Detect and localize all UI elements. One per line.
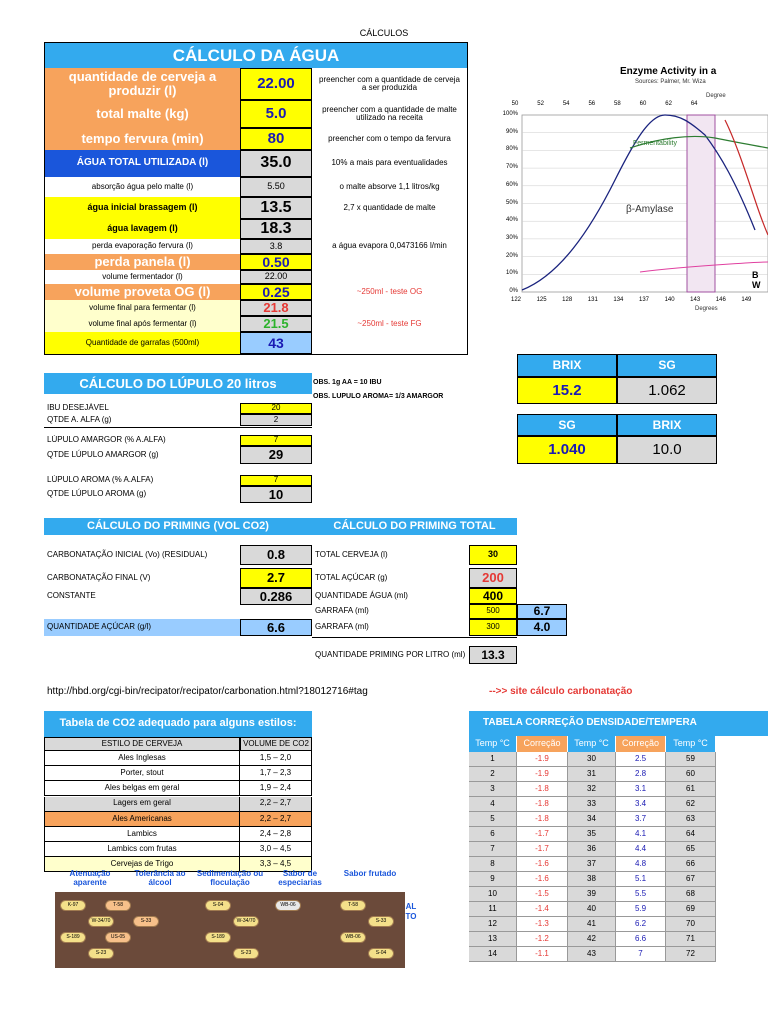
priming-value-garrafa-500[interactable]: 500 — [469, 604, 517, 619]
enzyme-bottom-tick-label: 149 — [741, 297, 752, 303]
beta-amylase-label: β-Amylase — [626, 204, 674, 215]
priming-value-por-litro: 13.3 — [469, 646, 517, 664]
agua-note-final-antes — [312, 300, 467, 316]
yeast-strain-pill: S-23 — [233, 948, 259, 959]
agua-label-garrafas: Quantidade de garrafas (500ml) — [45, 332, 240, 354]
correcao-cell: 6 — [469, 827, 517, 842]
enzyme-bottom-tick-label: 125 — [536, 297, 547, 303]
correcao-cell: 7 — [469, 842, 517, 857]
agua-label-malte: total malte (kg) — [45, 100, 240, 128]
enzyme-y-tick-label: 40% — [505, 217, 518, 224]
agua-label-brassagem: água inicial brassagem (l) — [45, 197, 240, 219]
sg-input-2[interactable]: 1.040 — [517, 436, 617, 464]
co2-volume-cell: 2,2 – 2,7 — [240, 812, 312, 827]
yeast-strain-pill: K-97 — [60, 900, 86, 911]
enzyme-top-tick-label: 54 — [562, 101, 570, 107]
correcao-cell: -1.9 — [517, 767, 568, 782]
yeast-strain-pill: T-58 — [105, 900, 131, 911]
agua-note-malte: preencher com a quantidade de malte utilizado na receita — [322, 104, 457, 122]
priming-extra-garrafa-300: 4.0 — [517, 619, 567, 636]
enzyme-y-tick-label: 80% — [505, 146, 518, 153]
lupulo-title: CÁLCULO DO LÚPULO 20 litros — [44, 373, 312, 394]
agua-value-final-apos: 21.5 — [240, 316, 312, 332]
correcao-header: Temp °C — [666, 736, 716, 752]
yeast-strain-pill: T-58 — [340, 900, 366, 911]
agua-value-lavagem: 18.3 — [240, 219, 312, 239]
agua-note-panela — [312, 254, 467, 270]
lupulo-obs-1: OBS. 1g AA = 10 IBU — [313, 379, 382, 386]
enzyme-bottom-tick-label: 140 — [664, 297, 675, 303]
lupulo-value-alfa: 2 — [240, 414, 312, 426]
agua-value-final-antes: 21.8 — [240, 300, 312, 316]
enzyme-top-tick-label: 50 — [511, 101, 519, 107]
agua-label-total: ÁGUA TOTAL UTILIZADA (l) — [45, 150, 240, 177]
lupulo-label-aroma-pct: LÚPULO AROMA (% A.ALFA) — [47, 475, 154, 485]
correcao-title: TABELA CORREÇÃO DENSIDADE/TEMPERA — [469, 711, 768, 736]
enzyme-y-tick-label: 10% — [505, 270, 518, 277]
correcao-cell: -1.8 — [517, 782, 568, 797]
correcao-cell: 13 — [469, 932, 517, 947]
priming-label-total-acucar: TOTAL AÇÚCAR (g) — [315, 572, 388, 582]
correcao-cell: 32 — [568, 782, 616, 797]
agua-label-proveta: volume proveta OG (l) — [45, 284, 240, 300]
page-title: CÁLCULOS — [359, 28, 409, 38]
correcao-cell: 61 — [666, 782, 716, 797]
enzyme-chart-bottom-axis-label: Degrees — [695, 306, 718, 312]
correcao-header: Temp °C — [568, 736, 616, 752]
correcao-cell: 41 — [568, 917, 616, 932]
yeast-strain-pill: US-05 — [105, 932, 131, 943]
agua-value-malte[interactable]: 5.0 — [240, 100, 312, 128]
enzyme-top-tick-label: 60 — [639, 101, 647, 107]
yeast-strain-pill: WB-06 — [340, 932, 366, 943]
enzyme-bottom-tick-label: 134 — [613, 297, 624, 303]
yeast-header: Atenuação aparente — [69, 869, 111, 887]
sg-header-2: SG — [517, 414, 617, 436]
enzyme-chart-sources: Sources: Palmer, Mr. Wiza — [635, 79, 706, 85]
enzyme-top-tick-label: 52 — [537, 101, 544, 107]
co2-volume-cell: 2,4 – 2,8 — [240, 827, 312, 842]
correcao-cell: 9 — [469, 872, 517, 887]
enzyme-top-tick-label: 58 — [614, 101, 621, 107]
lupulo-value-aroma-qtde: 10 — [240, 486, 312, 503]
yeast-header: Sedimentação ou floculação — [196, 869, 264, 887]
agua-label-lavagem: água lavagem (l) — [45, 219, 240, 239]
co2-header-volume: VOLUME DE CO2 — [240, 737, 312, 751]
lupulo-value-ibu[interactable]: 20 — [240, 403, 312, 414]
correcao-cell: -1.2 — [517, 932, 568, 947]
priming-value-total-acucar: 200 — [469, 568, 517, 588]
carbonation-url[interactable]: http://hbd.org/cgi-bin/recipator/recipator/carbonation.html?18012716#tag — [47, 686, 368, 697]
co2-style-cell: Ales Inglesas — [44, 751, 240, 766]
correcao-cell: 71 — [666, 932, 716, 947]
correcao-cell: 3.4 — [616, 797, 666, 812]
yeast-strain-pill: S-189 — [205, 932, 231, 943]
brix-header-2: BRIX — [617, 414, 717, 436]
correcao-cell: 69 — [666, 902, 716, 917]
yeast-strain-pill: S-04 — [368, 948, 394, 959]
correcao-cell: 4.4 — [616, 842, 666, 857]
correcao-cell: 2.8 — [616, 767, 666, 782]
enzyme-bottom-tick-label: 137 — [638, 297, 649, 303]
priming-value-constante: 0.286 — [240, 588, 312, 605]
enzyme-y-tick-label: 100% — [502, 111, 518, 117]
lupulo-label-alfa: QTDE A. ALFA (g) — [47, 414, 112, 424]
enzyme-top-tick-label: 56 — [588, 101, 596, 107]
agua-label-final-antes: volume final para fermentar (l) — [45, 300, 240, 316]
co2-style-cell: Ales Americanas — [44, 812, 240, 827]
lupulo-label-amargor-pct: LÚPULO AMARGOR (% A.ALFA) — [47, 435, 166, 445]
agua-value-absorcao: 5.50 — [240, 177, 312, 197]
yeast-header: Sabor de especiarias — [278, 869, 322, 887]
correcao-cell: -1.8 — [517, 797, 568, 812]
agua-note-total: 10% a mais para eventualidades — [331, 158, 448, 168]
correcao-cell: -1.7 — [517, 842, 568, 857]
correcao-cell: 3 — [469, 782, 517, 797]
yeast-strain-pill: S-04 — [205, 900, 231, 911]
agua-note-absorcao: o malte absorve 1,1 litros/kg — [339, 181, 440, 191]
enzyme-y-tick-label: 70% — [505, 164, 518, 171]
priming-value-final[interactable]: 2.7 — [240, 568, 312, 588]
agua-label-final-apos: volume final após fermentar (l) — [45, 316, 240, 332]
correcao-cell: 5 — [469, 812, 517, 827]
correcao-cell: 4 — [469, 797, 517, 812]
priming-extra-garrafa-500: 6.7 — [517, 604, 567, 619]
enzyme-chart-plot — [490, 60, 768, 320]
lupulo-label-amargor-qtde: QTDE LÚPULO AMARGOR (g) — [47, 449, 159, 459]
correcao-cell: 14 — [469, 947, 517, 962]
correcao-cell: 34 — [568, 812, 616, 827]
correcao-cell: 37 — [568, 857, 616, 872]
correcao-cell: 39 — [568, 887, 616, 902]
correcao-cell: 6.6 — [616, 932, 666, 947]
correcao-cell: 63 — [666, 812, 716, 827]
agua-note-garrafas — [312, 332, 467, 354]
agua-value-total: 35.0 — [240, 150, 312, 177]
enzyme-cut-label-w: W — [752, 280, 761, 290]
correcao-cell: 3.7 — [616, 812, 666, 827]
enzyme-chart — [490, 60, 768, 320]
enzyme-bottom-tick-label: 131 — [587, 297, 598, 303]
enzyme-y-tick-label: 60% — [505, 181, 518, 188]
correcao-cell: -1.8 — [517, 812, 568, 827]
co2-title: Tabela de CO2 adequado para alguns estilos: — [44, 711, 312, 737]
agua-value-fervura[interactable]: 80 — [240, 128, 312, 150]
co2-header-style: ESTILO DE CERVEJA — [44, 737, 240, 751]
yeast-strain-pill: WB-06 — [275, 900, 301, 911]
correcao-cell: 5.9 — [616, 902, 666, 917]
agua-label-fermentador: volume fermentador (l) — [102, 271, 183, 281]
agua-value-panela[interactable]: 0.50 — [240, 254, 312, 270]
priming-value-inicial: 0.8 — [240, 545, 312, 565]
lupulo-value-aroma-pct[interactable]: 7 — [240, 475, 312, 486]
correcao-cell: 5.1 — [616, 872, 666, 887]
yeast-strain-pill: S-189 — [60, 932, 86, 943]
yeast-strain-pill: S-33 — [368, 916, 394, 927]
co2-style-cell: Lambics — [44, 827, 240, 842]
fermentability-label: Fermentability — [633, 140, 677, 147]
correcao-cell: 4.8 — [616, 857, 666, 872]
correcao-cell: -1.1 — [517, 947, 568, 962]
correcao-cell: 1 — [469, 752, 517, 767]
priming-value-agua[interactable]: 400 — [469, 588, 517, 604]
correcao-cell: 3.1 — [616, 782, 666, 797]
enzyme-y-tick-label: 50% — [505, 199, 518, 206]
enzyme-top-tick-label: 64 — [690, 101, 698, 107]
agua-note-evaporacao: a água evapora 0,0473166 l/min — [332, 241, 447, 251]
enzyme-y-tick-label: 20% — [505, 252, 518, 259]
yeast-strain-pill: W-34/70 — [88, 916, 114, 927]
priming-vol-title: CÁLCULO DO PRIMING (VOL CO2) — [44, 518, 312, 535]
correcao-cell: -1.9 — [517, 752, 568, 767]
priming-label-constante: CONSTANTE — [47, 591, 96, 601]
brix-header-1: BRIX — [517, 354, 617, 377]
correcao-cell: -1.4 — [517, 902, 568, 917]
sg-output-1: 1.062 — [617, 377, 717, 404]
correcao-cell: 62 — [666, 797, 716, 812]
priming-label-garrafa-500: GARRAFA (ml) — [315, 606, 369, 616]
agua-note-lavagem — [312, 219, 467, 239]
co2-style-cell: Cervejas de Trigo — [44, 857, 240, 872]
correcao-cell: 4.1 — [616, 827, 666, 842]
priming-label-por-litro: QUANTIDADE PRIMING POR LITRO (ml) — [315, 649, 466, 659]
correcao-cell: 36 — [568, 842, 616, 857]
correcao-cell: 8 — [469, 857, 517, 872]
co2-volume-cell: 1,7 – 2,3 — [240, 766, 312, 781]
agua-label-panela: perda panela (l) — [45, 254, 240, 270]
correcao-cell: -1.7 — [517, 827, 568, 842]
co2-volume-cell: 3,3 – 4,5 — [240, 857, 312, 872]
enzyme-bottom-tick-label: 146 — [715, 297, 726, 303]
correcao-cell: 6.2 — [616, 917, 666, 932]
correcao-cell: -1.6 — [517, 857, 568, 872]
co2-volume-cell: 1,5 – 2,0 — [240, 751, 312, 766]
carbonation-site-link[interactable]: -->> site cálculo carbonatação — [489, 686, 633, 697]
priming-label-final: CARBONATAÇÃO FINAL (V) — [47, 572, 151, 582]
yeast-strain-pill: S-23 — [88, 948, 114, 959]
agua-value-evaporacao: 3.8 — [240, 239, 312, 254]
agua-value-cerveja[interactable]: 22.00 — [240, 68, 312, 100]
yeast-graphic — [55, 870, 420, 970]
priming-label-total-cerveja: TOTAL CERVEJA (l) — [315, 549, 388, 559]
agua-value-brassagem: 13.5 — [240, 197, 312, 219]
correcao-cell: 31 — [568, 767, 616, 782]
co2-style-cell: Lambics com frutas — [44, 842, 240, 857]
correcao-cell: 65 — [666, 842, 716, 857]
yeast-strain-pill: S-33 — [133, 916, 159, 927]
correcao-cell: 67 — [666, 872, 716, 887]
correcao-cell: 72 — [666, 947, 716, 962]
correcao-cell: -1.6 — [517, 872, 568, 887]
agua-note-final-apos: ~250ml - teste FG — [357, 318, 422, 328]
enzyme-bottom-tick-label: 143 — [690, 297, 701, 303]
co2-style-cell: Porter, stout — [44, 766, 240, 781]
yeast-strain-pill: W-34/70 — [233, 916, 259, 927]
enzyme-bottom-tick-label: 122 — [510, 297, 521, 303]
correcao-cell: 7 — [616, 947, 666, 962]
lupulo-divider-1 — [44, 427, 312, 428]
correcao-cell: 11 — [469, 902, 517, 917]
agua-note-cerveja: preencher com a quantidade de cerveja a ser produzida — [319, 74, 460, 92]
correcao-cell: 2.5 — [616, 752, 666, 767]
correcao-header: Correção — [517, 736, 568, 752]
enzyme-y-tick-label: 30% — [505, 234, 518, 241]
enzyme-chart-top-axis-label: Degree — [706, 93, 726, 99]
correcao-cell: 43 — [568, 947, 616, 962]
priming-label-agua: QUANTIDADE ÁGUA (ml) — [315, 590, 408, 600]
correcao-cell: 60 — [666, 767, 716, 782]
brix-input-1[interactable]: 15.2 — [517, 377, 617, 404]
correcao-cell: 70 — [666, 917, 716, 932]
sg-header-1: SG — [617, 354, 717, 377]
enzyme-top-tick-label: 62 — [665, 101, 672, 107]
correcao-cell: -1.5 — [517, 887, 568, 902]
correcao-cell: 10 — [469, 887, 517, 902]
priming-label-garrafa-300: GARRAFA (ml) — [315, 622, 369, 632]
priming-value-acucar: 6.6 — [240, 619, 312, 636]
correcao-cell: 35 — [568, 827, 616, 842]
correcao-cell: 12 — [469, 917, 517, 932]
agua-value-garrafas: 43 — [240, 332, 312, 354]
enzyme-y-tick-label: 0% — [509, 288, 518, 294]
correcao-cell: 38 — [568, 872, 616, 887]
correcao-cell: 40 — [568, 902, 616, 917]
correcao-cell: 30 — [568, 752, 616, 767]
agua-label-evaporacao: perda evaporação fervura (l) — [92, 241, 193, 251]
correcao-cell: 42 — [568, 932, 616, 947]
agua-value-fermentador: 22.00 — [240, 270, 312, 284]
agua-label-fervura: tempo fervura (min) — [45, 128, 240, 150]
yeast-alto-label: ALTO — [405, 902, 417, 921]
correcao-cell: 68 — [666, 887, 716, 902]
enzyme-cut-label-b: B — [752, 270, 759, 280]
correcao-cell: 59 — [666, 752, 716, 767]
lupulo-value-amargor-qtde: 29 — [240, 446, 312, 464]
agua-label-absorcao: absorção água pelo malte (l) — [91, 181, 194, 191]
lupulo-obs-2: OBS. LUPULO AROMA= 1/3 AMARGOR — [313, 393, 444, 400]
correcao-header: Correção — [616, 736, 666, 752]
lupulo-label-ibu: IBU DESEJÁVEL — [47, 403, 109, 413]
co2-volume-cell: 3,0 – 4,5 — [240, 842, 312, 857]
priming-divider — [312, 637, 517, 638]
correcao-cell: 2 — [469, 767, 517, 782]
correcao-cell: 64 — [666, 827, 716, 842]
brix-output-2: 10.0 — [617, 436, 717, 464]
lupulo-label-aroma-qtde: QTDE LÚPULO AROMA (g) — [47, 489, 147, 499]
correcao-cell: 66 — [666, 857, 716, 872]
co2-volume-cell: 1,9 – 2,4 — [240, 781, 312, 796]
agua-note-proveta: ~250ml - teste OG — [356, 286, 423, 296]
agua-note-fervura: preencher com o tempo da fervura — [328, 133, 451, 143]
agua-note-fermentador — [312, 270, 467, 284]
agua-label-cerveja: quantidade de cerveja a produzir (l) — [45, 68, 240, 100]
yeast-header: Tolerância ao álcool — [134, 869, 186, 887]
co2-style-cell: Ales belgas em geral — [44, 781, 240, 796]
yeast-header: Sabor frutado — [343, 869, 397, 878]
priming-label-acucar: QUANTIDADE AÇÚCAR (g/l) — [44, 619, 240, 636]
priming-value-total-cerveja[interactable]: 30 — [469, 545, 517, 565]
enzyme-chart-title: Enzyme Activity in a — [620, 66, 717, 77]
priming-value-garrafa-300[interactable]: 300 — [469, 619, 517, 636]
agua-title: CÁLCULO DA ÁGUA — [45, 43, 467, 68]
lupulo-value-amargor-pct[interactable]: 7 — [240, 435, 312, 446]
correcao-cell: 33 — [568, 797, 616, 812]
agua-value-proveta[interactable]: 0.25 — [240, 284, 312, 300]
agua-note-brassagem: 2,7 x quantidade de malte — [343, 202, 436, 212]
co2-style-cell: Lagers em geral — [44, 797, 240, 812]
correcao-header: Temp °C — [469, 736, 517, 752]
co2-volume-cell: 2,2 – 2,7 — [240, 797, 312, 812]
correcao-cell: 5.5 — [616, 887, 666, 902]
enzyme-y-tick-label: 90% — [505, 128, 518, 135]
enzyme-bottom-tick-label: 128 — [562, 297, 573, 303]
correcao-cell: -1.3 — [517, 917, 568, 932]
priming-total-title: CÁLCULO DO PRIMING TOTAL — [312, 518, 517, 535]
priming-label-inicial: CARBONATAÇÃO INICIAL (Vo) (RESIDUAL) — [47, 549, 208, 559]
